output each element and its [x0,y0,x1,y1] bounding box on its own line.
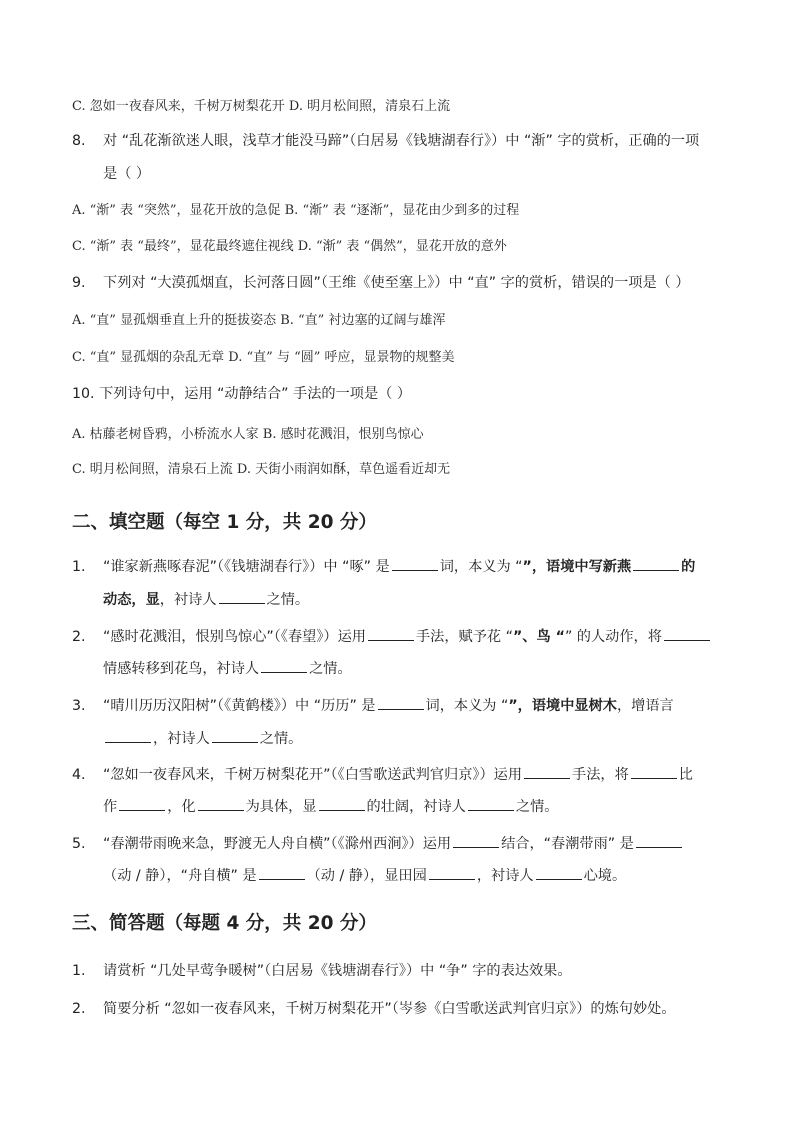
f4-blank-4[interactable] [198,809,244,811]
q10-options-cd: C. 明月松间照，清泉石上流 D. 天街小雨润如酥，草色遥看近却无 [72,462,451,477]
f1-text-g: 之情。 [266,592,310,608]
f5-text-d: （动 / 静），显田园 [306,868,427,884]
f4-text-a: “忽如一夜春风来，千树万树梨花开”（《白雪歌送武判官归京》）运用 [103,767,523,783]
f1-blank-2[interactable] [633,569,679,571]
q9-options-ab: A. “直” 显孤烟垂直上升的挺拔姿态 B. “直” 衬边塞的辽阔与雄浑 [72,313,446,328]
f1-text-d: 的 [681,559,696,575]
q9-stem: 下列对 “大漠孤烟直，长河落日圆”（王维《使至塞上》）中 “直” 字的赏析，错误的一项是（ ） [103,275,690,291]
f5-number: 5. [72,836,86,852]
f3-text-d: ，增语言 [616,698,674,714]
f2-blank-3[interactable] [261,671,307,673]
f4-text-d: 作 [103,799,118,815]
f3-line1 [103,696,674,716]
q10-stem: 10. 下列诗句中，运用 “动静结合” 手法的一项是（ ） [72,386,412,402]
section2-title: 二、填空题（每空 1 分，共 20 分） [72,512,377,533]
f1-line1 [103,557,695,577]
f2-number: 2. [72,629,86,645]
f5-text-e: ，衬诗人 [476,868,534,884]
f5-blank-5[interactable] [536,878,582,880]
q8-options-cd: C. “渐” 表 “最终”，显花最终遮住视线 D. “渐” 表 “偶然”，显花开放的意外 [72,239,507,254]
f1-number: 1. [72,559,86,575]
f5-text-f: 心境。 [583,868,627,884]
f3-text-c: ”，语境中显树木 [508,698,617,714]
f4-text-h: 之情。 [515,799,559,815]
q7-options-cd: C. 忽如一夜春风来，千树万树梨花开 D. 明月松间照，清泉石上流 [72,99,451,114]
s2-number: 2. [72,1001,86,1017]
s2-text: 简要分析 “忽如一夜春风来，千树万树梨花开”（岑参《白雪歌送武判官归京》）的炼句妙处。 [103,1001,676,1017]
f3-line2 [103,729,302,749]
f5-text-a: “春潮带雨晚来急，野渡无人舟自横”（《滁州西涧》）运用 [103,836,452,852]
f5-line2 [103,866,626,886]
f1-blank-3[interactable] [219,602,265,604]
f5-blank-1[interactable] [453,846,499,848]
f5-text-b: 结合，“春潮带雨” 是 [501,836,634,852]
f1-blank-1[interactable] [392,569,438,571]
q9-number: 9. [72,275,86,291]
f4-blank-3[interactable] [119,809,165,811]
f4-text-e: ，化 [167,799,196,815]
f1-line2 [103,590,309,610]
f5-blank-2[interactable] [636,846,682,848]
f3-text-a: “晴川历历汉阳树”（《黄鹤楼》）中 “历历” 是 [103,698,376,714]
f4-blank-5[interactable] [319,809,365,811]
f4-blank-1[interactable] [524,777,570,779]
f2-text-e: 情感转移到花鸟，衬诗人 [103,661,260,677]
f5-blank-3[interactable] [259,878,305,880]
f1-text-a: “谁家新燕啄春泥”（《钱塘湖春行》）中 “啄” 是 [103,559,390,575]
f3-text-b: 词，本义为 “ [425,698,509,714]
q8-stem: 对 “乱花渐欲迷人眼，浅草才能没马蹄”（白居易《钱塘湖春行》）中 “渐” 字的赏析，正确的一项 [103,133,700,149]
f4-line1 [103,765,693,785]
q8-number: 8. [72,133,86,149]
f2-line2 [103,659,352,679]
f4-text-f: 为具体，显 [245,799,317,815]
f4-text-c: 比 [678,767,693,783]
f4-blank-6[interactable] [468,809,514,811]
f2-text-f: 之情。 [309,661,352,677]
f5-text-c: （动 / 静），“舟自横” 是 [103,868,257,884]
f1-text-b: 词，本义为 “ [439,559,523,575]
f2-text-d: ” 的人动作，将 [564,629,662,645]
section3-title: 三、简答题（每题 4 分，共 20 分） [72,913,377,934]
f4-text-g: 的壮阔，衬诗人 [366,799,466,815]
q8-stem-cont: 是（ ） [103,166,151,182]
f3-number: 3. [72,698,86,714]
f2-blank-1[interactable] [368,639,414,641]
f4-number: 4. [72,767,86,783]
f2-text-b: 手法，赋予花 “ [415,629,513,645]
f4-text-b: 手法，将 [572,767,629,783]
f2-text-c: ”、鸟 “ [512,629,565,645]
q10-options-ab: A. 枯藤老树昏鸦，小桥流水人家 B. 感时花溅泪，恨别鸟惊心 [72,427,424,442]
f3-text-f: 之情。 [259,731,303,747]
f3-blank-3[interactable] [212,741,258,743]
f5-blank-4[interactable] [429,878,475,880]
f2-text-a: “感时花溅泪，恨别鸟惊心”（《春望》）运用 [103,629,366,645]
q9-options-cd: C. “直” 显孤烟的杂乱无章 D. “直” 与 “圆” 呼应，显景物的规整美 [72,350,455,365]
q8-options-ab: A. “渐” 表 “突然”，显花开放的急促 B. “渐” 表 “逐渐”，显花由少到多的过程 [72,203,520,218]
f4-line2 [103,797,558,817]
f3-blank-2[interactable] [105,741,151,743]
f2-line1 [103,627,712,647]
f5-line1 [103,834,684,854]
f3-text-e: ，衬诗人 [153,731,210,747]
s1-text: 请赏析 “几处早莺争暖树”（白居易《钱塘湖春行》）中 “争” 字的表达效果。 [103,963,572,979]
s1-number: 1. [72,963,86,979]
f1-text-e: 动态，显 [103,592,160,608]
f4-blank-2[interactable] [631,777,677,779]
f1-text-f: ，衬诗人 [159,592,217,608]
f3-blank-1[interactable] [378,708,424,710]
f1-text-c: ”，语境中写新燕 [522,559,632,575]
f2-blank-2[interactable] [664,639,710,641]
